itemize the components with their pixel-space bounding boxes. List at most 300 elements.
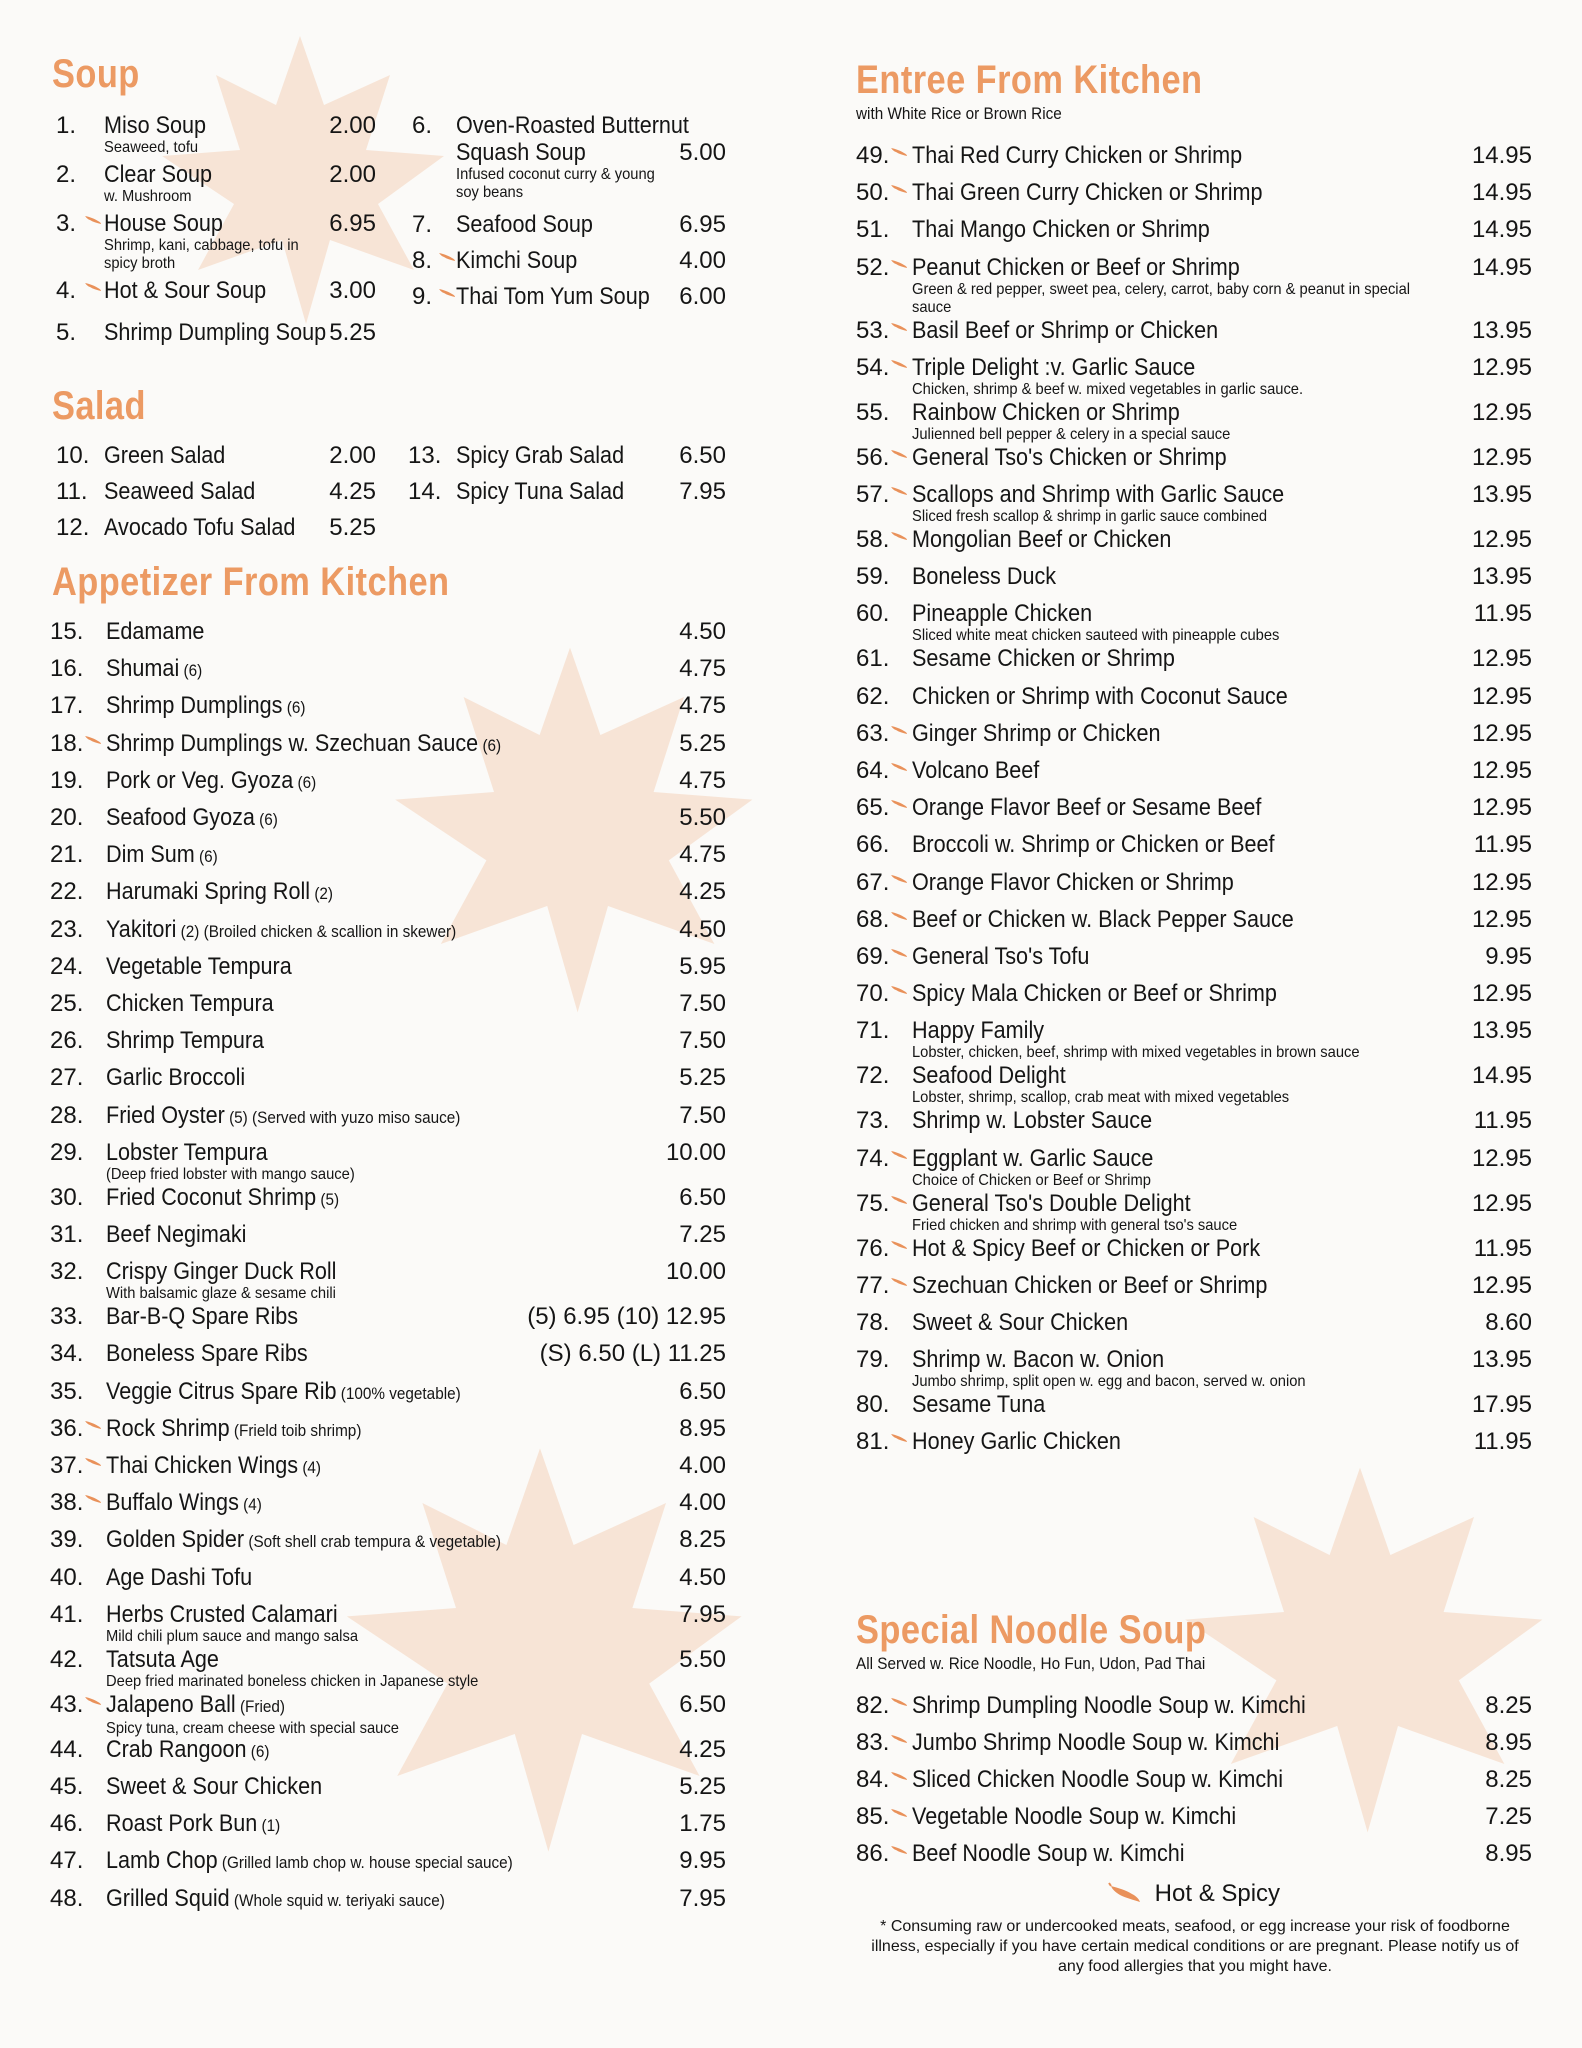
item-name: [912, 354, 1472, 399]
item-name: [912, 1107, 1179, 1134]
item-note: (6): [282, 698, 306, 718]
item-name: [104, 319, 351, 346]
item-title: Pineapple Chicken: [912, 600, 1093, 628]
item-name: [456, 112, 715, 202]
item-price: 2.00: [329, 112, 376, 139]
item-name: [912, 943, 1109, 970]
item-note: (6): [478, 735, 502, 755]
item-name: [912, 1309, 1152, 1336]
item-note: (Grilled lamb chop w. house special sauce): [217, 1853, 513, 1873]
item-number: 13.: [408, 442, 442, 469]
item-title: Jumbo Shrimp Noodle Soup w. Kimchi: [912, 1729, 1280, 1756]
item-title: Thai Green Curry Chicken or Shrimp: [912, 179, 1263, 207]
item-name: [912, 563, 1072, 590]
item-price: 5.25: [679, 729, 726, 757]
item-title: Spicy Tuna Salad: [456, 478, 625, 505]
item-name: [106, 916, 495, 945]
item-name: [106, 1885, 482, 1914]
item-number: 12.: [56, 514, 90, 541]
item-name: [912, 142, 1279, 169]
item-name: [106, 1526, 545, 1555]
item-note: (4): [238, 1495, 262, 1515]
item-title: Seaweed Salad: [104, 478, 256, 505]
item-number: 65.: [856, 794, 890, 822]
spicy-legend-label: Hot & Spicy: [1154, 1880, 1281, 1907]
item-description: Seaweed, tofu: [104, 139, 199, 156]
item-price: 11.95: [1473, 1428, 1532, 1456]
item-number: 54.: [856, 353, 890, 381]
item-number: 85.: [856, 1803, 890, 1830]
item-note: (6): [254, 810, 278, 829]
item-description: Julienned bell pepper & celery in a special sauce: [912, 425, 1231, 443]
item-title: Boneless Spare Ribs: [106, 1340, 308, 1368]
item-number: 6.: [412, 112, 433, 139]
item-number: 7.: [412, 211, 433, 238]
item-number: 75.: [856, 1189, 890, 1217]
item-name: [106, 841, 230, 870]
item-price: 4.50: [679, 915, 726, 943]
item-number: 39.: [50, 1526, 84, 1554]
noodle-section: [856, 1608, 1536, 1674]
item-number: 9.: [412, 283, 433, 310]
item-title: Lobster Tempura: [106, 1138, 268, 1166]
item-description: Chicken, shrimp & beef w. mixed vegetables in garlic sauce.: [912, 380, 1304, 398]
item-title: Boneless Duck: [912, 563, 1057, 591]
item-title: Kimchi Soup: [456, 247, 578, 274]
item-number: 18.: [50, 729, 84, 757]
item-description: Choice of Chicken or Beef or Shrimp: [912, 1171, 1151, 1189]
item-number: 38.: [50, 1489, 84, 1517]
item-description: Shrimp, kani, cabbage, tofu in spicy broth: [104, 237, 299, 272]
item-number: 49.: [856, 142, 890, 169]
item-number: 41.: [50, 1600, 84, 1628]
item-number: 79.: [856, 1346, 890, 1374]
item-title: Shrimp Dumpling Soup: [104, 319, 327, 346]
item-number: 55.: [856, 398, 890, 426]
chili-pepper-icon: [890, 184, 908, 194]
chili-pepper-icon: [890, 147, 908, 157]
item-title: Sweet & Sour Chicken: [106, 1773, 323, 1800]
item-title: Sliced Chicken Noodle Soup w. Kimchi: [912, 1766, 1283, 1793]
item-number: 33.: [50, 1303, 84, 1331]
item-number: 10.: [56, 442, 90, 469]
item-title: Orange Flavor Chicken or Shrimp: [912, 868, 1234, 896]
chili-pepper-icon: [890, 1433, 908, 1443]
item-name: [106, 730, 545, 759]
item-name: [456, 247, 591, 274]
item-price: 14.95: [1471, 216, 1532, 244]
chili-pepper-icon: [84, 735, 102, 745]
chili-pepper-icon: [84, 282, 102, 292]
item-number: 72.: [856, 1062, 890, 1090]
item-title: Sesame Chicken or Shrimp: [912, 645, 1175, 673]
item-price: 13.95: [1471, 481, 1532, 508]
item-name: [106, 1102, 500, 1131]
item-title: Ginger Shrimp or Chicken: [912, 719, 1161, 747]
chili-pepper-icon: [890, 985, 908, 995]
chili-pepper-icon: [84, 1457, 102, 1467]
item-number: 34.: [50, 1340, 84, 1368]
item-note: (Soft shell crab tempura & vegetable): [244, 1532, 501, 1552]
soup-title: Soup: [52, 52, 140, 96]
item-title: Peanut Chicken or Beef or Shrimp: [912, 253, 1240, 281]
item-price: 14.95: [1471, 179, 1532, 207]
chili-pepper-icon: [890, 359, 908, 369]
item-note: (5) (Served with yuzo miso sauce): [224, 1107, 461, 1127]
item-name: [912, 1766, 1324, 1793]
item-price: 5.50: [679, 1645, 726, 1673]
item-name: [912, 216, 1243, 243]
item-price: 4.00: [679, 1489, 726, 1517]
item-name: [912, 1272, 1307, 1299]
item-price: 7.95: [679, 478, 726, 505]
item-title: Shrimp Dumplings w. Szechuan Sauce: [106, 729, 479, 757]
item-price: 5.25: [679, 1773, 726, 1800]
item-price: 9.95: [679, 1847, 726, 1875]
item-number: 51.: [856, 216, 890, 244]
item-number: 86.: [856, 1840, 890, 1867]
item-title: Veggie Citrus Spare Rib: [106, 1377, 337, 1405]
item-price: 12.95: [1471, 1144, 1532, 1172]
item-number: 29.: [50, 1138, 84, 1166]
item-price: 12.95: [1471, 1271, 1532, 1299]
item-number: 78.: [856, 1309, 890, 1336]
item-number: 40.: [50, 1563, 84, 1591]
salad-section: [52, 384, 752, 428]
item-title: Rainbow Chicken or Shrimp: [912, 398, 1180, 426]
item-name: [106, 1646, 511, 1691]
item-name: [106, 953, 312, 980]
item-note: (6): [179, 661, 203, 681]
item-title: Buffalo Wings: [106, 1489, 239, 1517]
item-name: [912, 794, 1300, 821]
chili-pepper-icon: [438, 252, 456, 262]
item-name: [912, 254, 1472, 317]
item-name: [912, 1190, 1472, 1235]
item-description: Sliced fresh scallop & shrimp in garlic sauce combined: [912, 508, 1268, 525]
item-title: Shrimp Dumpling Noodle Soup w. Kimchi: [912, 1692, 1306, 1719]
chili-pepper-icon: [890, 1697, 908, 1707]
chili-pepper-icon: [890, 762, 908, 772]
item-name: [106, 1736, 288, 1765]
item-title: Beef or Chicken w. Black Pepper Sauce: [912, 905, 1294, 933]
item-note: (2): [310, 884, 334, 904]
item-name: [912, 1062, 1472, 1107]
item-price: 11.95: [1473, 1234, 1532, 1262]
item-price: 14.95: [1471, 1062, 1532, 1090]
chili-pepper-icon: [890, 1771, 908, 1781]
item-title: Shrimp w. Bacon w. Onion: [912, 1346, 1165, 1374]
item-title: Thai Mango Chicken or Shrimp: [912, 216, 1210, 244]
item-name: [912, 831, 1315, 858]
item-number: 31.: [50, 1221, 84, 1248]
item-title: Vegetable Noodle Soup w. Kimchi: [912, 1803, 1237, 1830]
item-description: Infused coconut curry & young soy beans: [456, 166, 655, 201]
item-number: 62.: [856, 682, 890, 710]
item-description: w. Mushroom: [104, 188, 192, 205]
item-price: 3.00: [329, 277, 376, 304]
item-number: 16.: [50, 655, 84, 683]
item-name: [456, 283, 671, 310]
item-name: [106, 1415, 390, 1444]
item-title: Spicy Mala Chicken or Beef or Shrimp: [912, 980, 1277, 1008]
item-price: 6.95: [679, 211, 726, 238]
item-number: 42.: [50, 1645, 84, 1673]
item-name: [456, 211, 608, 238]
item-number: 53.: [856, 316, 890, 344]
item-note: (6): [194, 847, 218, 867]
item-name: [106, 1139, 376, 1184]
item-name: [456, 478, 643, 505]
item-number: 14.: [408, 478, 442, 505]
item-name: [912, 444, 1262, 471]
item-name: [106, 1064, 261, 1091]
item-name: [104, 161, 324, 206]
item-number: 21.: [50, 841, 84, 869]
item-description: Deep fried marinated boneless chicken in Japanese style: [106, 1672, 479, 1690]
item-number: 45.: [50, 1773, 84, 1800]
item-name: [106, 618, 215, 645]
item-name: [912, 1145, 1472, 1190]
item-description: Jumbo shrimp, split open w. egg and bacon, served w. onion: [912, 1373, 1306, 1391]
item-description: Lobster, chicken, beef, shrimp with mixed vegetables in brown sauce: [912, 1044, 1360, 1062]
item-name: [912, 1017, 1472, 1062]
item-number: 1.: [56, 112, 77, 139]
item-price: 8.25: [1485, 1766, 1532, 1793]
chili-pepper-icon: [84, 1696, 102, 1706]
item-number: 60.: [856, 600, 890, 628]
item-name: [912, 720, 1188, 747]
item-number: 26.: [50, 1027, 84, 1055]
item-number: 22.: [50, 878, 84, 906]
chili-pepper-icon: [84, 1494, 102, 1504]
item-price: 5.25: [329, 514, 376, 541]
chili-pepper-icon: [890, 725, 908, 735]
item-name: [106, 692, 328, 721]
item-title: Pork or Veg. Gyoza: [106, 766, 294, 794]
item-name: [912, 1840, 1215, 1867]
item-name: [104, 277, 284, 304]
item-name: [104, 112, 324, 157]
item-name: [106, 1810, 300, 1839]
item-title: Herbs Crusted Calamari: [106, 1600, 338, 1628]
item-name: [912, 1692, 1350, 1719]
item-number: 43.: [50, 1690, 84, 1718]
item-name: [104, 210, 324, 273]
item-price: 12.95: [1471, 980, 1532, 1008]
item-title: Sweet & Sour Chicken: [912, 1309, 1129, 1336]
item-title: Beef Negimaki: [106, 1221, 247, 1248]
item-price: 8.25: [679, 1526, 726, 1554]
item-name: [912, 906, 1336, 933]
chili-pepper-icon: [890, 531, 908, 541]
item-number: 82.: [856, 1692, 890, 1719]
item-name: [106, 1303, 319, 1330]
item-price: 4.75: [679, 766, 726, 794]
item-title: Shrimp Dumplings: [106, 692, 283, 720]
item-number: 8.: [412, 247, 433, 274]
item-name: [106, 878, 358, 907]
item-title: Fried Oyster: [106, 1101, 225, 1129]
item-name: [106, 1027, 282, 1054]
item-note: (Frield toib shrimp): [229, 1420, 362, 1440]
item-price: 6.50: [679, 1377, 726, 1405]
item-number: 58.: [856, 526, 890, 553]
item-price: 2.00: [329, 161, 376, 188]
item-price: 13.95: [1471, 563, 1532, 591]
item-price: 4.25: [329, 478, 376, 505]
item-price: 14.95: [1471, 253, 1532, 281]
item-title: Seafood Soup: [456, 211, 593, 238]
item-title: Hot & Sour Soup: [104, 277, 267, 304]
item-note: (5): [316, 1189, 340, 1209]
item-description: Sliced white meat chicken sauteed with pineapple cubes: [912, 627, 1280, 645]
item-name: [912, 980, 1318, 1007]
item-name: [106, 1564, 268, 1591]
item-number: 81.: [856, 1428, 890, 1456]
item-name: [106, 767, 340, 796]
entree-subtitle: with White Rice or Brown Rice: [856, 104, 1062, 123]
chili-pepper-icon: [890, 1734, 908, 1744]
item-description: With balsamic glaze & sesame chili: [106, 1285, 336, 1303]
item-title: Garlic Broccoli: [106, 1064, 246, 1092]
item-number: 37.: [50, 1452, 84, 1479]
item-price: 8.95: [1485, 1729, 1532, 1756]
item-price: 7.50: [679, 1101, 726, 1129]
item-number: 25.: [50, 990, 84, 1017]
item-note: (6): [293, 772, 317, 792]
item-price: 12.95: [1471, 353, 1532, 381]
item-description: Green & red pepper, sweet pea, celery, carrot, baby corn & peanut in special sauce: [912, 280, 1411, 316]
chili-pepper-icon: [890, 874, 908, 884]
appetizer-title: Appetizer From Kitchen: [52, 560, 450, 604]
item-price: 7.25: [679, 1221, 726, 1248]
item-number: 4.: [56, 277, 77, 304]
item-number: 11.: [56, 478, 88, 505]
item-number: 68.: [856, 905, 890, 933]
item-number: 70.: [856, 980, 890, 1008]
item-title: Vegetable Tempura: [106, 952, 292, 980]
item-name: [106, 1691, 424, 1738]
item-number: 32.: [50, 1258, 84, 1286]
item-number: 2.: [56, 161, 77, 188]
noodle-subtitle: All Served w. Rice Noodle, Ho Fun, Udon, Pad Thai: [856, 1654, 1206, 1673]
chili-pepper-icon: [890, 1195, 908, 1205]
item-name: [912, 683, 1330, 710]
item-number: 69.: [856, 943, 890, 970]
item-name: [912, 317, 1252, 344]
item-number: 67.: [856, 868, 890, 896]
item-title: Dim Sum: [106, 841, 195, 869]
item-price: 13.95: [1471, 1017, 1532, 1045]
chili-pepper-icon: [1108, 1882, 1142, 1904]
item-title: Eggplant w. Garlic Sauce: [912, 1144, 1154, 1172]
item-price: 4.50: [679, 618, 726, 645]
item-note: (100% vegetable): [336, 1383, 461, 1403]
item-number: 77.: [856, 1271, 890, 1299]
item-name: [104, 442, 239, 469]
item-number: 63.: [856, 719, 890, 747]
item-description: (Deep fried lobster with mango sauce): [106, 1165, 355, 1183]
item-name: [912, 1428, 1144, 1455]
item-price: 6.50: [679, 1690, 726, 1718]
item-price: 12.95: [1471, 757, 1532, 784]
item-title: Golden Spider: [106, 1526, 245, 1554]
item-title: Hot & Spicy Beef or Chicken or Pork: [912, 1234, 1261, 1262]
chili-pepper-icon: [438, 288, 456, 298]
item-title: Age Dashi Tofu: [106, 1563, 253, 1591]
item-name: [912, 481, 1472, 526]
item-number: 73.: [856, 1107, 890, 1135]
item-title: Tatsuta Age: [106, 1645, 219, 1673]
item-name: [106, 655, 213, 684]
item-name: [912, 1235, 1299, 1262]
item-number: 5.: [56, 319, 77, 346]
chili-pepper-icon: [890, 1845, 908, 1855]
item-title: Lamb Chop: [106, 1847, 218, 1875]
item-name: [912, 600, 1472, 645]
item-price: 10.00: [665, 1138, 726, 1166]
item-number: 57.: [856, 481, 890, 508]
item-price: 13.95: [1471, 1346, 1532, 1374]
item-price: 8.95: [1485, 1840, 1532, 1867]
item-title: Seafood Gyoza: [106, 804, 255, 831]
item-title: Shrimp Tempura: [106, 1027, 265, 1055]
item-name: [912, 757, 1053, 784]
item-number: 61.: [856, 645, 890, 673]
item-number: 64.: [856, 757, 890, 784]
item-price: 11.95: [1473, 1107, 1532, 1135]
item-title: Jalapeno Ball: [106, 1690, 236, 1718]
item-number: 56.: [856, 443, 890, 471]
chili-pepper-icon: [84, 1420, 102, 1430]
item-name: [106, 990, 292, 1017]
item-price: 8.95: [679, 1414, 726, 1442]
item-name: [106, 1601, 380, 1646]
item-title: Fried Coconut Shrimp: [106, 1183, 317, 1211]
salad-title: Salad: [52, 384, 146, 428]
item-price: 7.25: [1485, 1803, 1532, 1830]
item-price: 12.95: [1471, 682, 1532, 710]
item-title: Harumaki Spring Roll: [106, 878, 311, 906]
item-price: 8.25: [1485, 1692, 1532, 1719]
item-title: Spicy Grab Salad: [456, 442, 625, 469]
item-title: Shrimp w. Lobster Sauce: [912, 1107, 1153, 1135]
item-price: 14.95: [1471, 142, 1532, 169]
item-number: 44.: [50, 1735, 84, 1763]
item-note: (Whole squid w. teriyaki sauce): [229, 1890, 445, 1910]
item-price: 7.50: [679, 1027, 726, 1055]
item-price: 6.50: [679, 442, 726, 469]
item-title: Scallops and Shrimp with Garlic Sauce: [912, 481, 1285, 508]
chili-pepper-icon: [890, 948, 908, 958]
item-title: Bar-B-Q Spare Ribs: [106, 1303, 299, 1331]
item-price: 11.95: [1473, 831, 1532, 859]
item-name: [912, 869, 1269, 896]
entree-section: [856, 58, 1536, 124]
item-price: 10.00: [665, 1258, 726, 1286]
item-price: 6.95: [329, 210, 376, 237]
item-price: 5.95: [679, 952, 726, 980]
noodle-title: Special Noodle Soup: [856, 1608, 1207, 1652]
item-title: Honey Garlic Chicken: [912, 1428, 1121, 1456]
item-price: 12.95: [1471, 868, 1532, 896]
item-title: Chicken or Shrimp with Coconut Sauce: [912, 682, 1288, 710]
item-price: 1.75: [679, 1810, 726, 1838]
item-number: 20.: [50, 804, 84, 831]
item-title: Sesame Tuna: [912, 1391, 1046, 1419]
item-number: 48.: [50, 1884, 84, 1912]
